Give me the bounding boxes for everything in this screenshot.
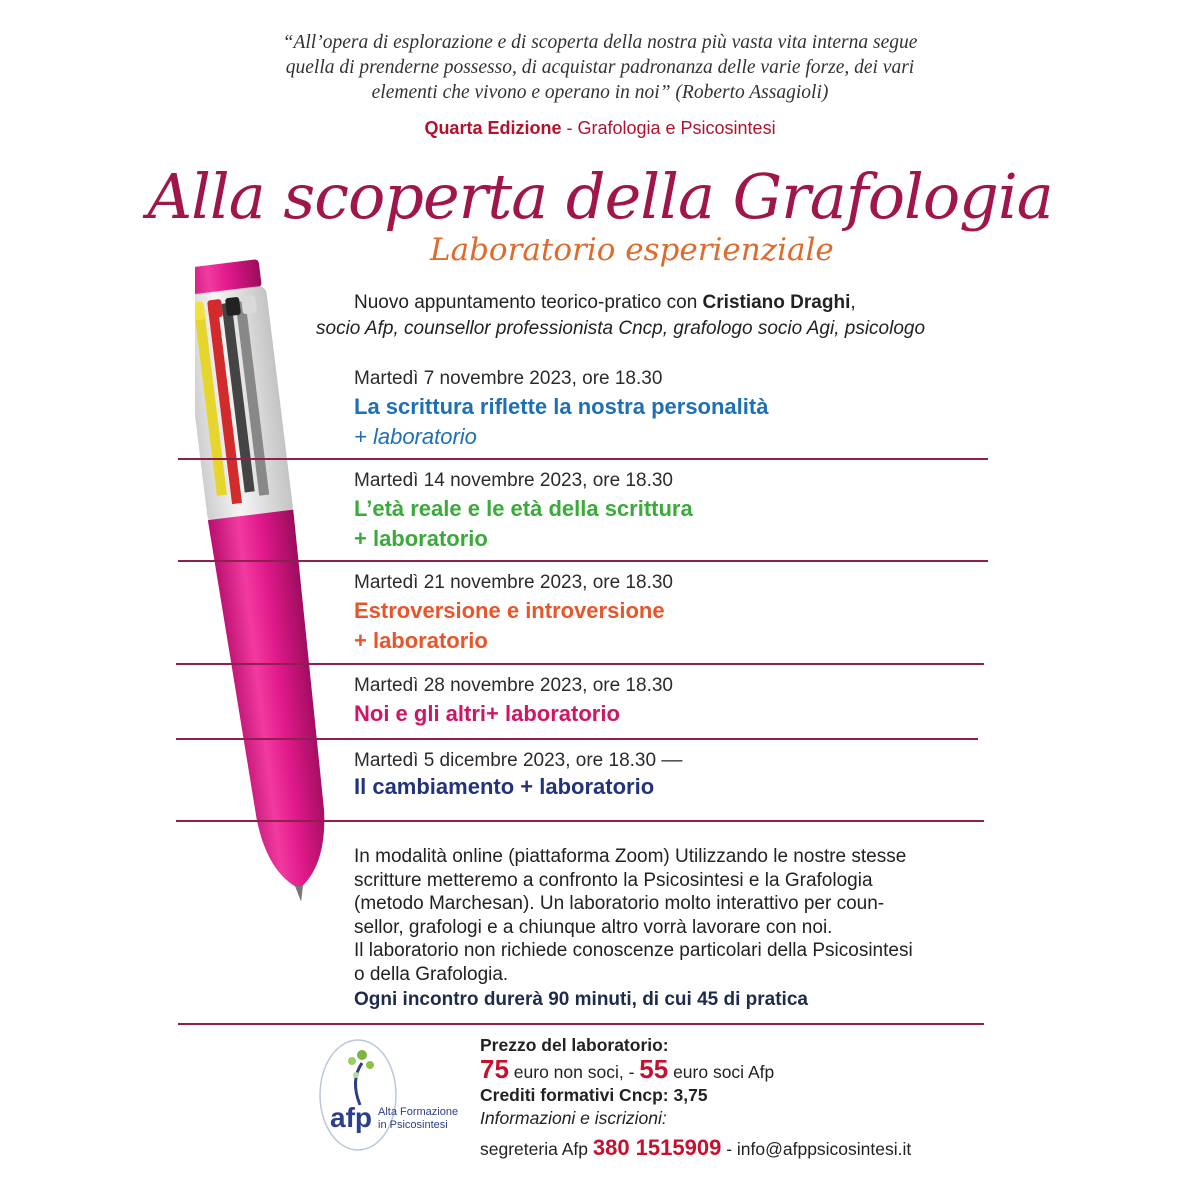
logo-text-2: in Psicosintesi xyxy=(378,1119,448,1131)
session-title: La scrittura riflette la nostra personalità xyxy=(354,394,769,419)
edition-bold: Quarta Edizione xyxy=(424,118,562,138)
pen-slider-red xyxy=(207,299,223,319)
price-members-label: euro soci Afp xyxy=(668,1062,775,1082)
description xyxy=(354,845,994,1012)
session-date: Martedì 5 dicembre 2023, ore 18.30 –– xyxy=(354,750,683,771)
price-members: 55 xyxy=(639,1054,669,1084)
opening-quote xyxy=(0,30,1200,105)
logo-leaf xyxy=(357,1050,367,1060)
credits: Crediti formativi Cncp: 3,75 xyxy=(480,1085,708,1105)
session-title: Estroversione e introversione xyxy=(354,598,665,623)
description-line: sellor, grafologi e a chiunque altro vorrà lavorare con noi. xyxy=(354,916,833,938)
divider xyxy=(178,560,988,562)
session-4 xyxy=(354,675,673,729)
price-non-members-label: euro non soci, - xyxy=(508,1062,640,1082)
session-5 xyxy=(354,750,682,802)
session-2 xyxy=(354,470,693,554)
page-subtitle: Laboratorio esperienziale xyxy=(430,232,834,268)
intro-suffix: , xyxy=(850,292,856,313)
page-title: Alla scoperta della Grafologia xyxy=(147,160,1053,233)
contact-email: - info@afppsicosintesi.it xyxy=(721,1139,912,1159)
edition-line xyxy=(0,118,1200,139)
logo-stem xyxy=(355,1063,362,1105)
pen-slider-black xyxy=(225,297,241,317)
info-heading: Informazioni e iscrizioni: xyxy=(480,1108,667,1128)
speaker-name: Cristiano Draghi xyxy=(702,292,851,313)
divider xyxy=(176,663,984,665)
session-3 xyxy=(354,572,673,656)
quote-line-1: “All’opera di esplorazione e di scoperta della nostra più vasta vita interna segue xyxy=(282,32,918,53)
duration-note: Ogni incontro durerà 90 minuti, di cui 45 di pratica xyxy=(354,989,808,1010)
session-date: Martedì 7 novembre 2023, ore 18.30 xyxy=(354,368,663,389)
session-title: L’età reale e le età della scrittura xyxy=(354,496,693,521)
afp-logo xyxy=(310,1035,480,1155)
price-non-members: 75 xyxy=(480,1054,509,1084)
logo-mark: afp xyxy=(330,1102,372,1133)
contact-line xyxy=(480,1135,911,1161)
session-extra: + laboratorio xyxy=(354,628,488,653)
intro-line-1 xyxy=(354,292,856,314)
session-extra: + laboratorio xyxy=(354,526,488,551)
price-heading: Prezzo del laboratorio: xyxy=(480,1035,669,1055)
pen-pink-body xyxy=(208,510,339,895)
edition-rest: - Grafologia e Psicosintesi xyxy=(561,118,776,138)
logo-leaf xyxy=(348,1057,356,1065)
contact-prefix: segreteria Afp xyxy=(480,1139,593,1159)
pen-illustration xyxy=(195,255,345,905)
logo-leaf xyxy=(366,1061,374,1069)
description-line: o della Grafologia. xyxy=(354,963,509,985)
price-line xyxy=(480,1054,774,1085)
pen-tip xyxy=(295,885,305,902)
description-line: Il laboratorio non richiede conoscenze particolari della Psicosintesi xyxy=(354,940,913,961)
divider xyxy=(178,1023,984,1025)
session-1 xyxy=(354,368,768,452)
description-line: scritture metteremo a confronto la Psicosintesi e la Grafologia xyxy=(354,869,873,891)
divider xyxy=(178,458,988,460)
session-title: Noi e gli altri+ laboratorio xyxy=(354,701,620,726)
description-line: In modalità online (piattaforma Zoom) Utilizzando le nostre stesse xyxy=(354,846,907,867)
intro-prefix: Nuovo appuntamento teorico-pratico con xyxy=(354,292,703,313)
quote-line-2: quella di prenderne possesso, di acquistar padronanza delle varie forze, dei vari xyxy=(285,57,915,78)
intro-line-2: socio Afp, counsellor professionista Cncp, grafologo socio Agi, psicologo xyxy=(316,318,926,339)
phone-number: 380 1515909 xyxy=(592,1135,722,1160)
session-date: Martedì 21 novembre 2023, ore 18.30 xyxy=(354,572,673,593)
session-extra: + laboratorio xyxy=(354,424,477,449)
quote-line-3: elementi che vivono e operano in noi” (Roberto Assagioli) xyxy=(371,82,829,103)
logo-leaf xyxy=(353,1072,359,1078)
session-title: Il cambiamento + laboratorio xyxy=(354,774,655,799)
session-date: Martedì 14 novembre 2023, ore 18.30 xyxy=(354,470,673,491)
divider xyxy=(176,820,984,822)
description-line: (metodo Marchesan). Un laboratorio molto interattivo per coun- xyxy=(354,893,885,914)
divider xyxy=(176,738,978,740)
session-date: Martedì 28 novembre 2023, ore 18.30 xyxy=(354,675,673,696)
pen-slider-grey xyxy=(241,295,257,315)
logo-text-1: Alta Formazione xyxy=(378,1106,459,1118)
